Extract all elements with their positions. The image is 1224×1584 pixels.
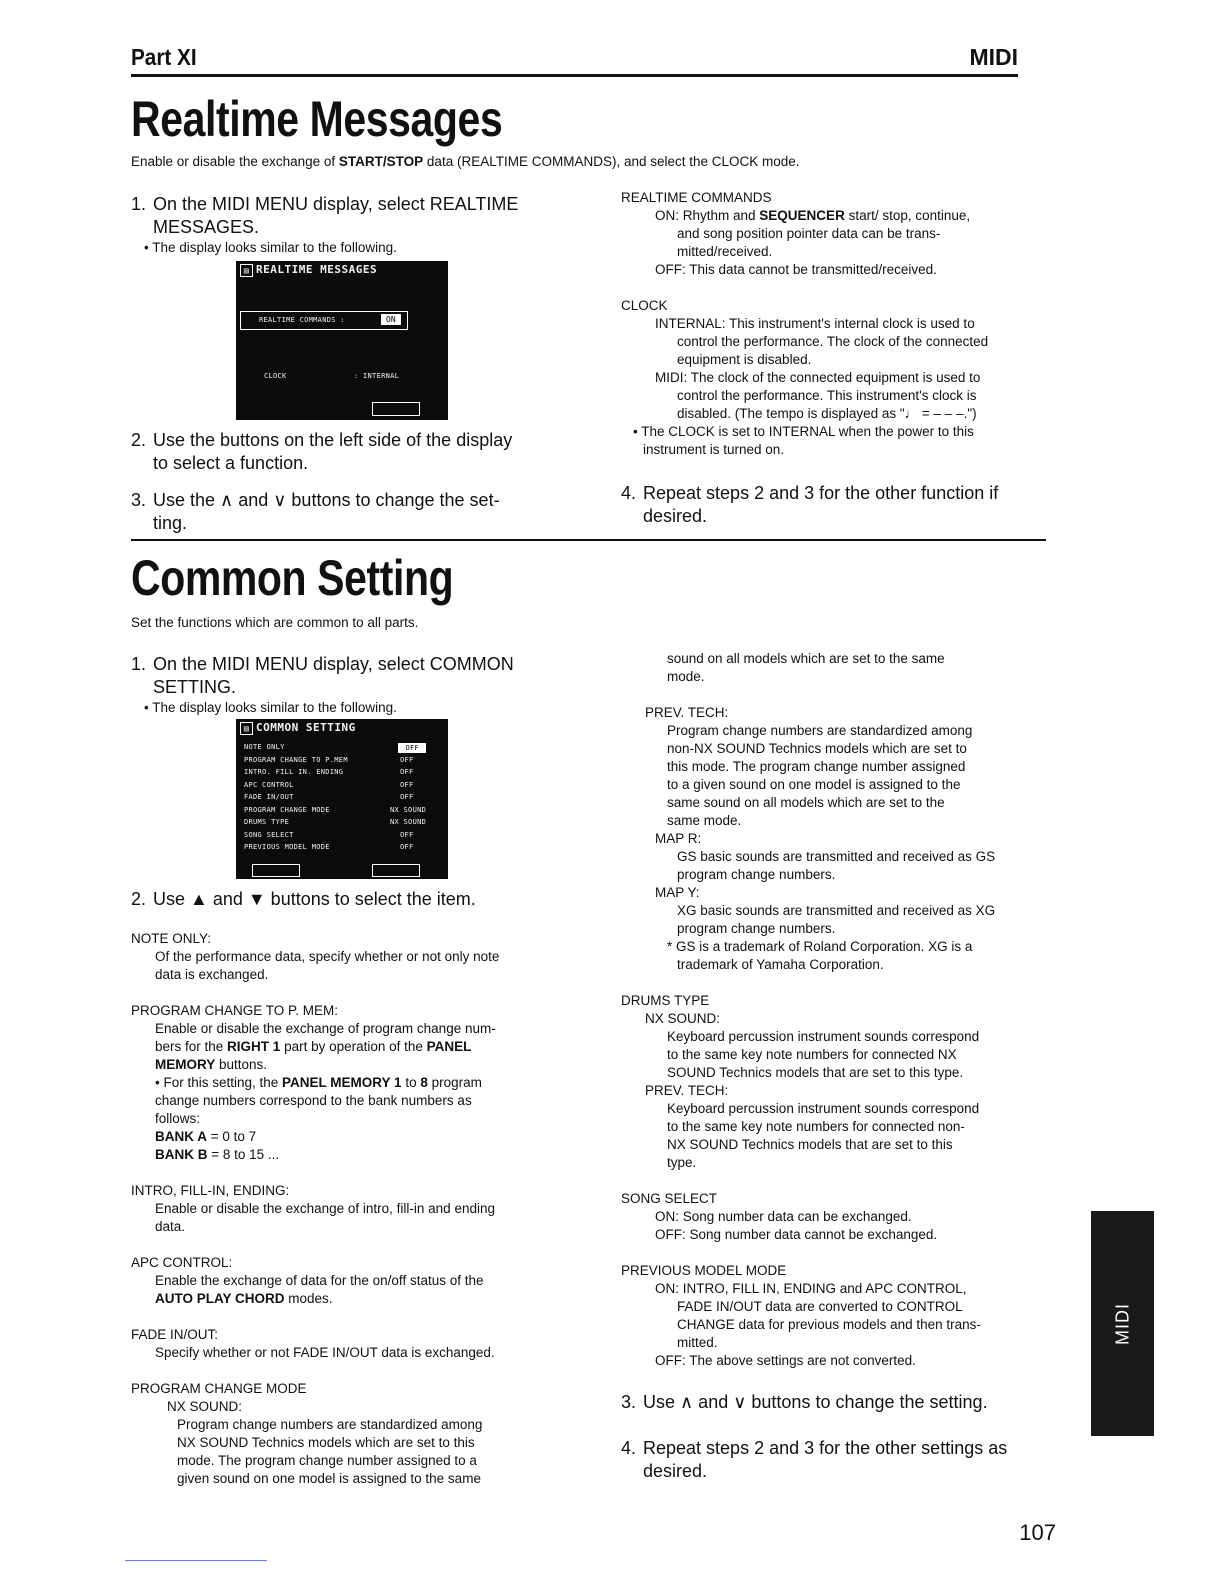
prev-on-l2: FADE IN/OUT data are converted to CONTROL (677, 1299, 963, 1314)
bold: PANEL (426, 1039, 472, 1054)
rc-on (621, 207, 1046, 225)
pcm-r-l2: mode. (667, 669, 705, 684)
step-text-cont: SETTING. (153, 677, 237, 697)
pcm-nx-l1: Program change numbers are standardized among (177, 1417, 483, 1432)
map-y-l1: XG basic sounds are transmitted and received as XG (677, 903, 996, 918)
map-r: MAP R: (655, 831, 702, 846)
drums-heading: DRUMS TYPE (621, 993, 710, 1008)
bottom-rule (125, 1560, 267, 1561)
pcm-r-l1: sound on all models which are set to the same (667, 651, 945, 666)
common-step3 (621, 1391, 1051, 1414)
lcd-row-value: OFF (400, 768, 414, 776)
pc-pmem-n3: follows: (155, 1111, 201, 1126)
note-only-heading: NOTE ONLY: (131, 931, 212, 946)
realtime-step2 (131, 429, 571, 475)
prev-on-l1: ON: INTRO, FILL IN, ENDING and APC CONTROL, (655, 1281, 967, 1296)
lcd-row-value: OFF (400, 830, 414, 839)
lcd-row-label: SONG SELECT (244, 830, 294, 839)
lcd-row-label: INTRO. FILL IN. ENDING (244, 768, 344, 776)
pcm-prev-l3: this mode. The program change number assigned (667, 759, 966, 774)
text: program (427, 1075, 482, 1090)
lcd-title-text: COMMON SETTING (256, 721, 356, 734)
pcm-nx-l4: given sound on one model is assigned to the same (177, 1471, 481, 1486)
bold: MEMORY (155, 1057, 216, 1072)
prev-on-l4: mitted. (677, 1335, 718, 1350)
step-text: Use ∧ and ∨ buttons to change the setting. (643, 1392, 988, 1412)
bold: BANK B (155, 1147, 208, 1162)
pcm-prev-l2: non-NX SOUND Technics models which are set to (667, 741, 967, 756)
step-text-cont: MESSAGES. (153, 217, 260, 237)
pcm-prev: PREV. TECH: (645, 705, 729, 720)
step-text-cont: desired. (643, 506, 708, 526)
lcd-row-value: OFF (400, 843, 414, 851)
lcd-row-label: FADE IN/OUT (244, 793, 294, 801)
lcd-clock-value: : INTERNAL (354, 372, 400, 380)
pcm-prev-l4: to a given sound on one model is assigned to the (667, 777, 961, 792)
step-text-cont: ting. (153, 513, 188, 533)
bold: 8 (420, 1075, 428, 1090)
clock-note-l2: instrument is turned on. (643, 442, 785, 457)
fade-heading: FADE IN/OUT: (131, 1327, 219, 1342)
realtime-right-col (621, 189, 1046, 459)
song-on: ON: Song number data can be exchanged. (655, 1209, 912, 1224)
step-number: 3. (621, 1392, 637, 1412)
clock-int-l3: equipment is disabled. (677, 352, 812, 367)
lcd-row[interactable] (244, 843, 440, 856)
rc-on-l2: and song position pointer data can be trans- (677, 226, 941, 241)
section-label: MIDI (969, 44, 1018, 70)
lcd-row-label: REALTIME COMMANDS : (259, 316, 345, 324)
lcd-row-label: PROGRAM CHANGE TO P.MEM (244, 755, 348, 764)
intro-text: Enable or disable the exchange of (131, 154, 339, 169)
prev-heading: PREVIOUS MODEL MODE (621, 1263, 787, 1278)
common-intro: Set the functions which are common to all parts. (131, 615, 419, 630)
pc-pmem-n1 (131, 1074, 561, 1092)
rc-on-text: ON: Rhythm and (655, 208, 760, 223)
bank-a (131, 1128, 561, 1146)
pc-pmem-l1: Enable or disable the exchange of program change num- (155, 1021, 496, 1036)
lcd-row[interactable] (244, 781, 440, 794)
lcd-title (236, 719, 448, 737)
rc-on-l3: mitted/received. (677, 244, 773, 259)
intro-bold: START/STOP (338, 154, 424, 169)
tm-l2: trademark of Yamaha Corporation. (677, 957, 884, 972)
pcm-heading: PROGRAM CHANGE MODE (131, 1381, 307, 1396)
step-number: 1. (131, 194, 147, 214)
common-step1-bullet: • The display looks similar to the following. (144, 700, 397, 715)
lcd-row[interactable] (244, 743, 440, 756)
clock-heading: CLOCK (621, 298, 668, 313)
step-number: 3. (131, 490, 147, 510)
step-number: 4. (621, 1438, 637, 1458)
drums-prev-l3: NX SOUND Technics models that are set to this (667, 1137, 953, 1152)
drums-prev-l1: Keyboard percussion instrument sounds correspond (667, 1101, 980, 1116)
lcd-row-label: PROGRAM CHANGE MODE (244, 805, 330, 814)
bold: PANEL MEMORY 1 (282, 1075, 402, 1090)
realtime-step1 (131, 193, 571, 239)
lcd-updown-icon (372, 402, 420, 416)
text: = 8 to 15 ... (207, 1147, 280, 1162)
note-only-l1: Of the performance data, specify whether or not only note (155, 949, 500, 964)
realtime-step1-bullet: • The display looks similar to the following. (144, 240, 397, 255)
bold: AUTO PLAY CHORD (155, 1291, 285, 1306)
lcd-row[interactable] (244, 756, 440, 769)
fade-l1: Specify whether or not FADE IN/OUT data is exchanged. (155, 1345, 495, 1360)
realtime-step4 (621, 482, 1051, 528)
pc-pmem-l2 (131, 1038, 561, 1056)
lcd-clock-label: CLOCK (264, 372, 287, 380)
step-number: 1. (131, 654, 147, 674)
song-heading: SONG SELECT (621, 1191, 718, 1206)
lcd-row-label: NOTE ONLY (244, 743, 285, 751)
text: = 0 to 7 (207, 1129, 257, 1144)
intro-text-2: data (REALTIME COMMANDS), and select the CLOCK mode. (423, 154, 800, 169)
lcd-row[interactable] (244, 818, 440, 831)
lcd-row-value: NX SOUND (390, 818, 427, 826)
text: bers for the (155, 1039, 228, 1054)
pc-pmem-l3 (131, 1056, 561, 1074)
text: part by operation of the (280, 1039, 427, 1054)
text: buttons. (215, 1057, 268, 1072)
drums-nx-l3: SOUND Technics models that are set to this type. (667, 1065, 964, 1080)
side-tab-midi (1091, 1211, 1154, 1436)
drums-nx-l1: Keyboard percussion instrument sounds correspond (667, 1029, 980, 1044)
step-text: On the MIDI MENU display, select COMMON (153, 654, 514, 674)
map-r-l2: program change numbers. (677, 867, 836, 882)
lcd-row-label: DRUMS TYPE (244, 818, 290, 826)
pcm-prev-l6: same mode. (667, 813, 742, 828)
lcd-row-value: ON (381, 314, 401, 325)
map-y-l2: program change numbers. (677, 921, 836, 936)
step-text-cont: to select a function. (153, 453, 309, 473)
section-divider (131, 539, 1046, 541)
map-r-l1: GS basic sounds are transmitted and received as GS (677, 849, 996, 864)
apc-heading: APC CONTROL: (131, 1255, 233, 1270)
common-title: Common Setting (131, 550, 454, 606)
pc-pmem-heading: PROGRAM CHANGE TO P. MEM: (131, 1003, 339, 1018)
note-only-l2: data is exchanged. (155, 967, 269, 982)
clock-midi-l1: MIDI: The clock of the connected equipment is used to (655, 370, 981, 385)
text: modes. (284, 1291, 333, 1306)
pcm-nx-l3: mode. The program change number assigned to a (177, 1453, 477, 1468)
intro-fill-l2: data. (155, 1219, 186, 1234)
lcd-row-value: OFF (400, 780, 414, 789)
step-number: 4. (621, 483, 637, 503)
lcd-row[interactable] (244, 793, 440, 806)
lcd-row-realtime-commands[interactable] (240, 311, 408, 330)
lcd-updown-icon (252, 864, 300, 877)
common-lcd (236, 719, 448, 879)
clock-int-l1: INTERNAL: This instrument's internal clock is used to (655, 316, 975, 331)
intro-fill-l1: Enable or disable the exchange of intro, fill-in and ending (155, 1201, 495, 1216)
lcd-row-value: OFF (398, 743, 426, 753)
realtime-title-wrap (131, 90, 584, 148)
rc-heading: REALTIME COMMANDS (621, 190, 772, 205)
lcd-row[interactable] (244, 768, 440, 781)
intro-fill-heading: INTRO, FILL-IN, ENDING: (131, 1183, 290, 1198)
step-number: 2. (131, 430, 147, 450)
lcd-row-label: APC CONTROL (244, 780, 294, 789)
drums-nx-l2: to the same key note numbers for connected NX (667, 1047, 957, 1062)
lcd-row-value: NX SOUND (390, 805, 427, 814)
pcm-prev-l1: Program change numbers are standardized among (667, 723, 973, 738)
prev-on-l3: CHANGE data for previous models and then trans- (677, 1317, 981, 1332)
clock-int-l2: control the performance. The clock of the connected (677, 334, 989, 349)
common-title-wrap (131, 549, 524, 607)
drums-prev-l2: to the same key note numbers for connected non- (667, 1119, 965, 1134)
tm-l1: * GS is a trademark of Roland Corporation. XG is a (667, 939, 973, 954)
realtime-intro (131, 154, 800, 169)
drums-prev-l4: type. (667, 1155, 697, 1170)
lcd-row-value: OFF (400, 755, 414, 764)
realtime-lcd (236, 261, 448, 420)
lcd-row-value: OFF (400, 793, 414, 801)
prev-off: OFF: The above settings are not converted. (655, 1353, 916, 1368)
step-text-cont: desired. (643, 1461, 708, 1481)
rc-on-bold: SEQUENCER (759, 208, 845, 223)
lcd-title (236, 261, 448, 279)
lcd-row-label: PREVIOUS MODEL MODE (244, 843, 330, 851)
step-text: Use the ∧ and ∨ buttons to change the set- (153, 490, 500, 510)
bold: BANK A (155, 1129, 207, 1144)
bold: RIGHT 1 (227, 1039, 281, 1054)
lcd-title-text: REALTIME MESSAGES (256, 263, 378, 276)
song-off: OFF: Song number data cannot be exchanged. (655, 1227, 938, 1242)
pcm-nx: NX SOUND: (167, 1399, 243, 1414)
common-step1 (131, 653, 571, 699)
lcd-page-icon: ▤ (240, 264, 253, 277)
clock-midi-l2: control the performance. This instrument's clock is (677, 388, 977, 403)
lcd-row[interactable] (244, 831, 440, 844)
lcd-page-icon: ▤ (240, 722, 253, 735)
lcd-row[interactable] (244, 806, 440, 819)
common-left-col (131, 930, 561, 1488)
lcd-updown-icon (372, 864, 420, 877)
pcm-nx-l2: NX SOUND Technics models which are set to this (177, 1435, 475, 1450)
bank-b (131, 1146, 561, 1164)
apc-l1: Enable the exchange of data for the on/off status of the (155, 1273, 484, 1288)
side-tab-label: MIDI (1112, 1302, 1132, 1345)
drums-prev: PREV. TECH: (645, 1083, 729, 1098)
clock-midi-l3: disabled. (The tempo is displayed as "♩ = – – –.") (677, 406, 977, 421)
step-text: Repeat steps 2 and 3 for the other function if (643, 483, 999, 503)
common-right-col (621, 650, 1051, 1370)
apc-l2 (131, 1290, 561, 1308)
common-step2 (131, 888, 571, 911)
lcd-rows (244, 743, 440, 856)
pc-pmem-n2: change numbers correspond to the bank numbers as (155, 1093, 472, 1108)
step-text: Use the buttons on the left side of the display (153, 430, 513, 450)
text: to (401, 1075, 421, 1090)
step-text: Repeat steps 2 and 3 for the other settings as (643, 1438, 1008, 1458)
drums-nx: NX SOUND: (645, 1011, 721, 1026)
realtime-title: Realtime Messages (131, 91, 503, 147)
part-label: Part XI (131, 44, 197, 70)
pcm-prev-l5: same sound on all models which are set to the (667, 795, 945, 810)
step-number: 2. (131, 889, 147, 909)
common-step4 (621, 1437, 1051, 1483)
header-rule (131, 74, 1018, 77)
map-y: MAP Y: (655, 885, 700, 900)
step-text: Use ▲ and ▼ buttons to select the item. (153, 889, 476, 909)
text: • For this setting, the (155, 1075, 283, 1090)
realtime-step3 (131, 489, 571, 535)
page-number: 107 (1019, 1520, 1056, 1545)
step-text: On the MIDI MENU display, select REALTIME (153, 194, 519, 214)
rc-on-text-2: start/ stop, continue, (844, 208, 971, 223)
clock-note-l1: • The CLOCK is set to INTERNAL when the power to this (633, 424, 974, 439)
rc-off: OFF: This data cannot be transmitted/received. (655, 262, 937, 277)
